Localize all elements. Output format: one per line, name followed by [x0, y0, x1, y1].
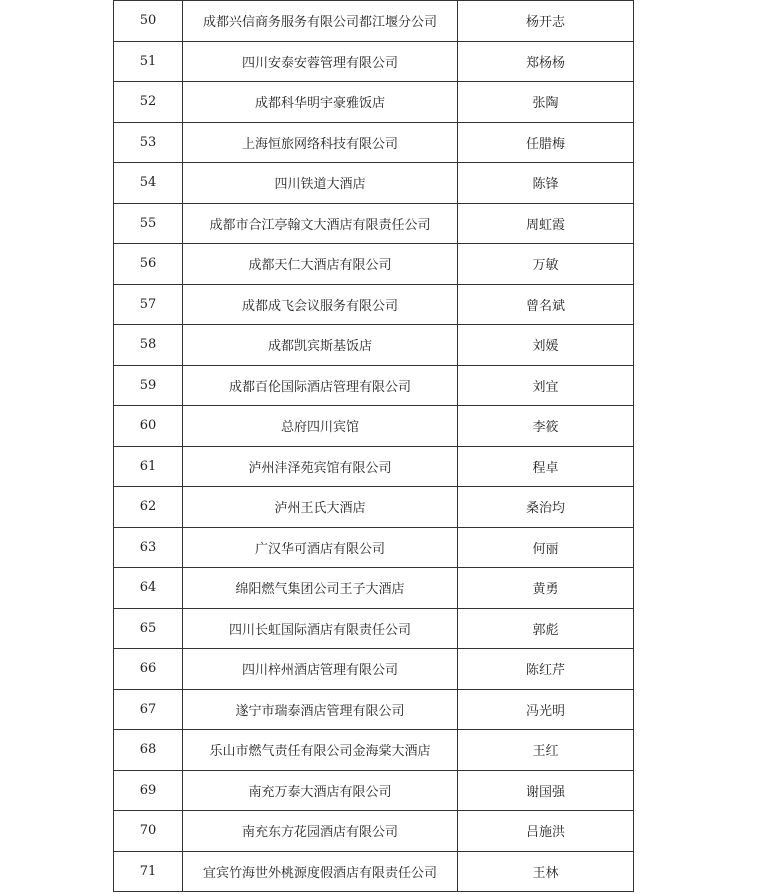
row-number: 68: [114, 730, 183, 771]
table-row: [114, 325, 634, 366]
unit-name: 泸州沣泽苑宾馆有限公司: [183, 446, 458, 487]
table-row: [114, 527, 634, 568]
unit-name: 宜宾竹海世外桃源度假酒店有限责任公司: [183, 851, 458, 892]
row-number: 52: [114, 82, 183, 123]
row-number: 58: [114, 325, 183, 366]
row-number: 55: [114, 203, 183, 244]
unit-name: 成都百伦国际酒店管理有限公司: [183, 365, 458, 406]
unit-name: 乐山市燃气责任有限公司金海棠大酒店: [183, 730, 458, 771]
row-number: 69: [114, 770, 183, 811]
contact-person: 张陶: [458, 82, 634, 123]
unit-name: 南充东方花园酒店有限公司: [183, 811, 458, 852]
table-row: [114, 203, 634, 244]
contact-person: 刘媛: [458, 325, 634, 366]
table-row: [114, 487, 634, 528]
row-number: 50: [114, 1, 183, 42]
unit-name: 成都凯宾斯基饭店: [183, 325, 458, 366]
contact-person: 曾名斌: [458, 284, 634, 325]
unit-name: 成都市合江亭翰文大酒店有限责任公司: [183, 203, 458, 244]
contact-person: 冯光明: [458, 689, 634, 730]
table-row: [114, 122, 634, 163]
row-number: 66: [114, 649, 183, 690]
contact-person: 黄勇: [458, 568, 634, 609]
table-row: [114, 406, 634, 447]
row-number: 70: [114, 811, 183, 852]
unit-name: 绵阳燃气集团公司王子大酒店: [183, 568, 458, 609]
unit-name: 上海恒旅网络科技有限公司: [183, 122, 458, 163]
row-number: 63: [114, 527, 183, 568]
unit-name: 成都兴信商务服务有限公司都江堰分公司: [183, 1, 458, 42]
row-number: 57: [114, 284, 183, 325]
contact-person: 何丽: [458, 527, 634, 568]
table-row: [114, 446, 634, 487]
contact-person: 万敏: [458, 244, 634, 285]
table-row: [114, 163, 634, 204]
row-number: 71: [114, 851, 183, 892]
contact-person: 杨开志: [458, 1, 634, 42]
row-number: 60: [114, 406, 183, 447]
row-number: 54: [114, 163, 183, 204]
row-number: 64: [114, 568, 183, 609]
table-row: [114, 1, 634, 42]
roster-table: [113, 0, 634, 892]
contact-person: 郑杨杨: [458, 41, 634, 82]
contact-person: 周虹霞: [458, 203, 634, 244]
unit-name: 四川长虹国际酒店有限责任公司: [183, 608, 458, 649]
table-row: [114, 811, 634, 852]
contact-person: 桑治均: [458, 487, 634, 528]
row-number: 59: [114, 365, 183, 406]
table-row: [114, 689, 634, 730]
unit-name: 泸州王氏大酒店: [183, 487, 458, 528]
table-row: [114, 770, 634, 811]
table-row: [114, 851, 634, 892]
table-row: [114, 730, 634, 771]
unit-name: 成都成飞会议服务有限公司: [183, 284, 458, 325]
contact-person: 任腊梅: [458, 122, 634, 163]
row-number: 61: [114, 446, 183, 487]
contact-person: 谢国强: [458, 770, 634, 811]
contact-person: 陈锋: [458, 163, 634, 204]
table-row: [114, 82, 634, 123]
unit-name: 成都科华明宇豪雅饭店: [183, 82, 458, 123]
row-number: 65: [114, 608, 183, 649]
row-number: 56: [114, 244, 183, 285]
unit-name: 南充万泰大酒店有限公司: [183, 770, 458, 811]
unit-name: 四川铁道大酒店: [183, 163, 458, 204]
contact-person: 王红: [458, 730, 634, 771]
roster-table-body: [114, 1, 634, 892]
table-row: [114, 244, 634, 285]
unit-name: 遂宁市瑞泰酒店管理有限公司: [183, 689, 458, 730]
row-number: 67: [114, 689, 183, 730]
table-row: [114, 284, 634, 325]
unit-name: 广汉华可酒店有限公司: [183, 527, 458, 568]
row-number: 51: [114, 41, 183, 82]
table-row: [114, 608, 634, 649]
table-row: [114, 649, 634, 690]
unit-name: 四川梓州酒店管理有限公司: [183, 649, 458, 690]
unit-name: 成都天仁大酒店有限公司: [183, 244, 458, 285]
contact-person: 郭彪: [458, 608, 634, 649]
unit-name: 总府四川宾馆: [183, 406, 458, 447]
unit-name: 四川安泰安蓉管理有限公司: [183, 41, 458, 82]
row-number: 53: [114, 122, 183, 163]
contact-person: 王林: [458, 851, 634, 892]
table-row: [114, 365, 634, 406]
row-number: 62: [114, 487, 183, 528]
contact-person: 陈红芹: [458, 649, 634, 690]
contact-person: 刘宜: [458, 365, 634, 406]
table-row: [114, 568, 634, 609]
contact-person: 程卓: [458, 446, 634, 487]
table-row: [114, 41, 634, 82]
contact-person: 吕施洪: [458, 811, 634, 852]
contact-person: 李筱: [458, 406, 634, 447]
